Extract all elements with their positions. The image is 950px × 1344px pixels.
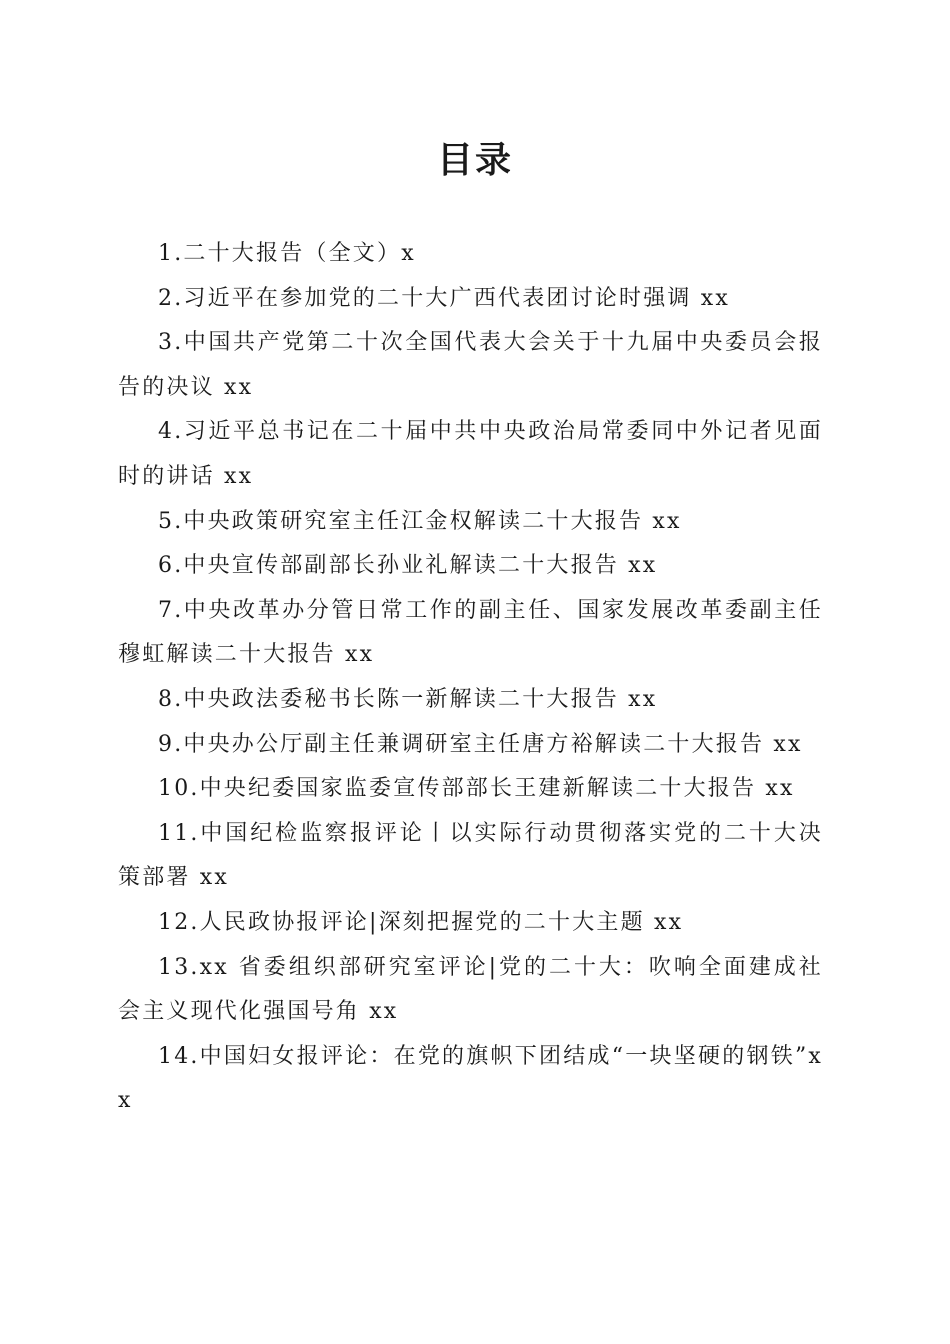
toc-item: 9.中央办公厅副主任兼调研室主任唐方裕解读二十大报告 xx xyxy=(158,731,803,757)
toc-item: 7.中央改革办分管日常工作的副主任、国家发展改革委副主任穆虹解读二十大报告 xx xyxy=(118,597,823,668)
toc-item: 1.二十大报告（全文）x xyxy=(158,241,416,266)
toc-item: 10.中央纪委国家监委宣传部部长王建新解读二十大报告 xx xyxy=(158,776,795,802)
toc-item: 8.中央政法委秘书长陈一新解读二十大报告 xx xyxy=(158,686,658,712)
table-of-contents xyxy=(118,232,823,1124)
toc-item: 11.中国纪检监察报评论丨以实际行动贯彻落实党的二十大决策部署 xx xyxy=(118,820,823,891)
toc-item: 13.xx 省委组织部研究室评论|党的二十大：吹响全面建成社会主义现代化强国号角 xx xyxy=(118,954,823,1025)
toc-item: 6.中央宣传部副部长孙业礼解读二十大报告 xx xyxy=(158,553,658,579)
toc-item: 2.习近平在参加党的二十大广西代表团讨论时强调 xx xyxy=(158,285,730,311)
page-title: 目录 xyxy=(436,140,513,181)
toc-item: 4.习近平总书记在二十届中共中央政治局常委同中外记者见面时的讲话 xx xyxy=(118,419,823,489)
toc-item: 12.人民政协报评论|深刻把握党的二十大主题 xx xyxy=(158,909,684,935)
toc-item: 5.中央政策研究室主任江金权解读二十大报告 xx xyxy=(158,508,682,534)
toc-item: 3.中国共产党第二十次全国代表大会关于十九届中央委员会报告的决议 xx xyxy=(118,330,823,400)
toc-item: 14.中国妇女报评论：在党的旗帜下团结成“一块坚硬的钢铁”xx xyxy=(118,1043,823,1114)
